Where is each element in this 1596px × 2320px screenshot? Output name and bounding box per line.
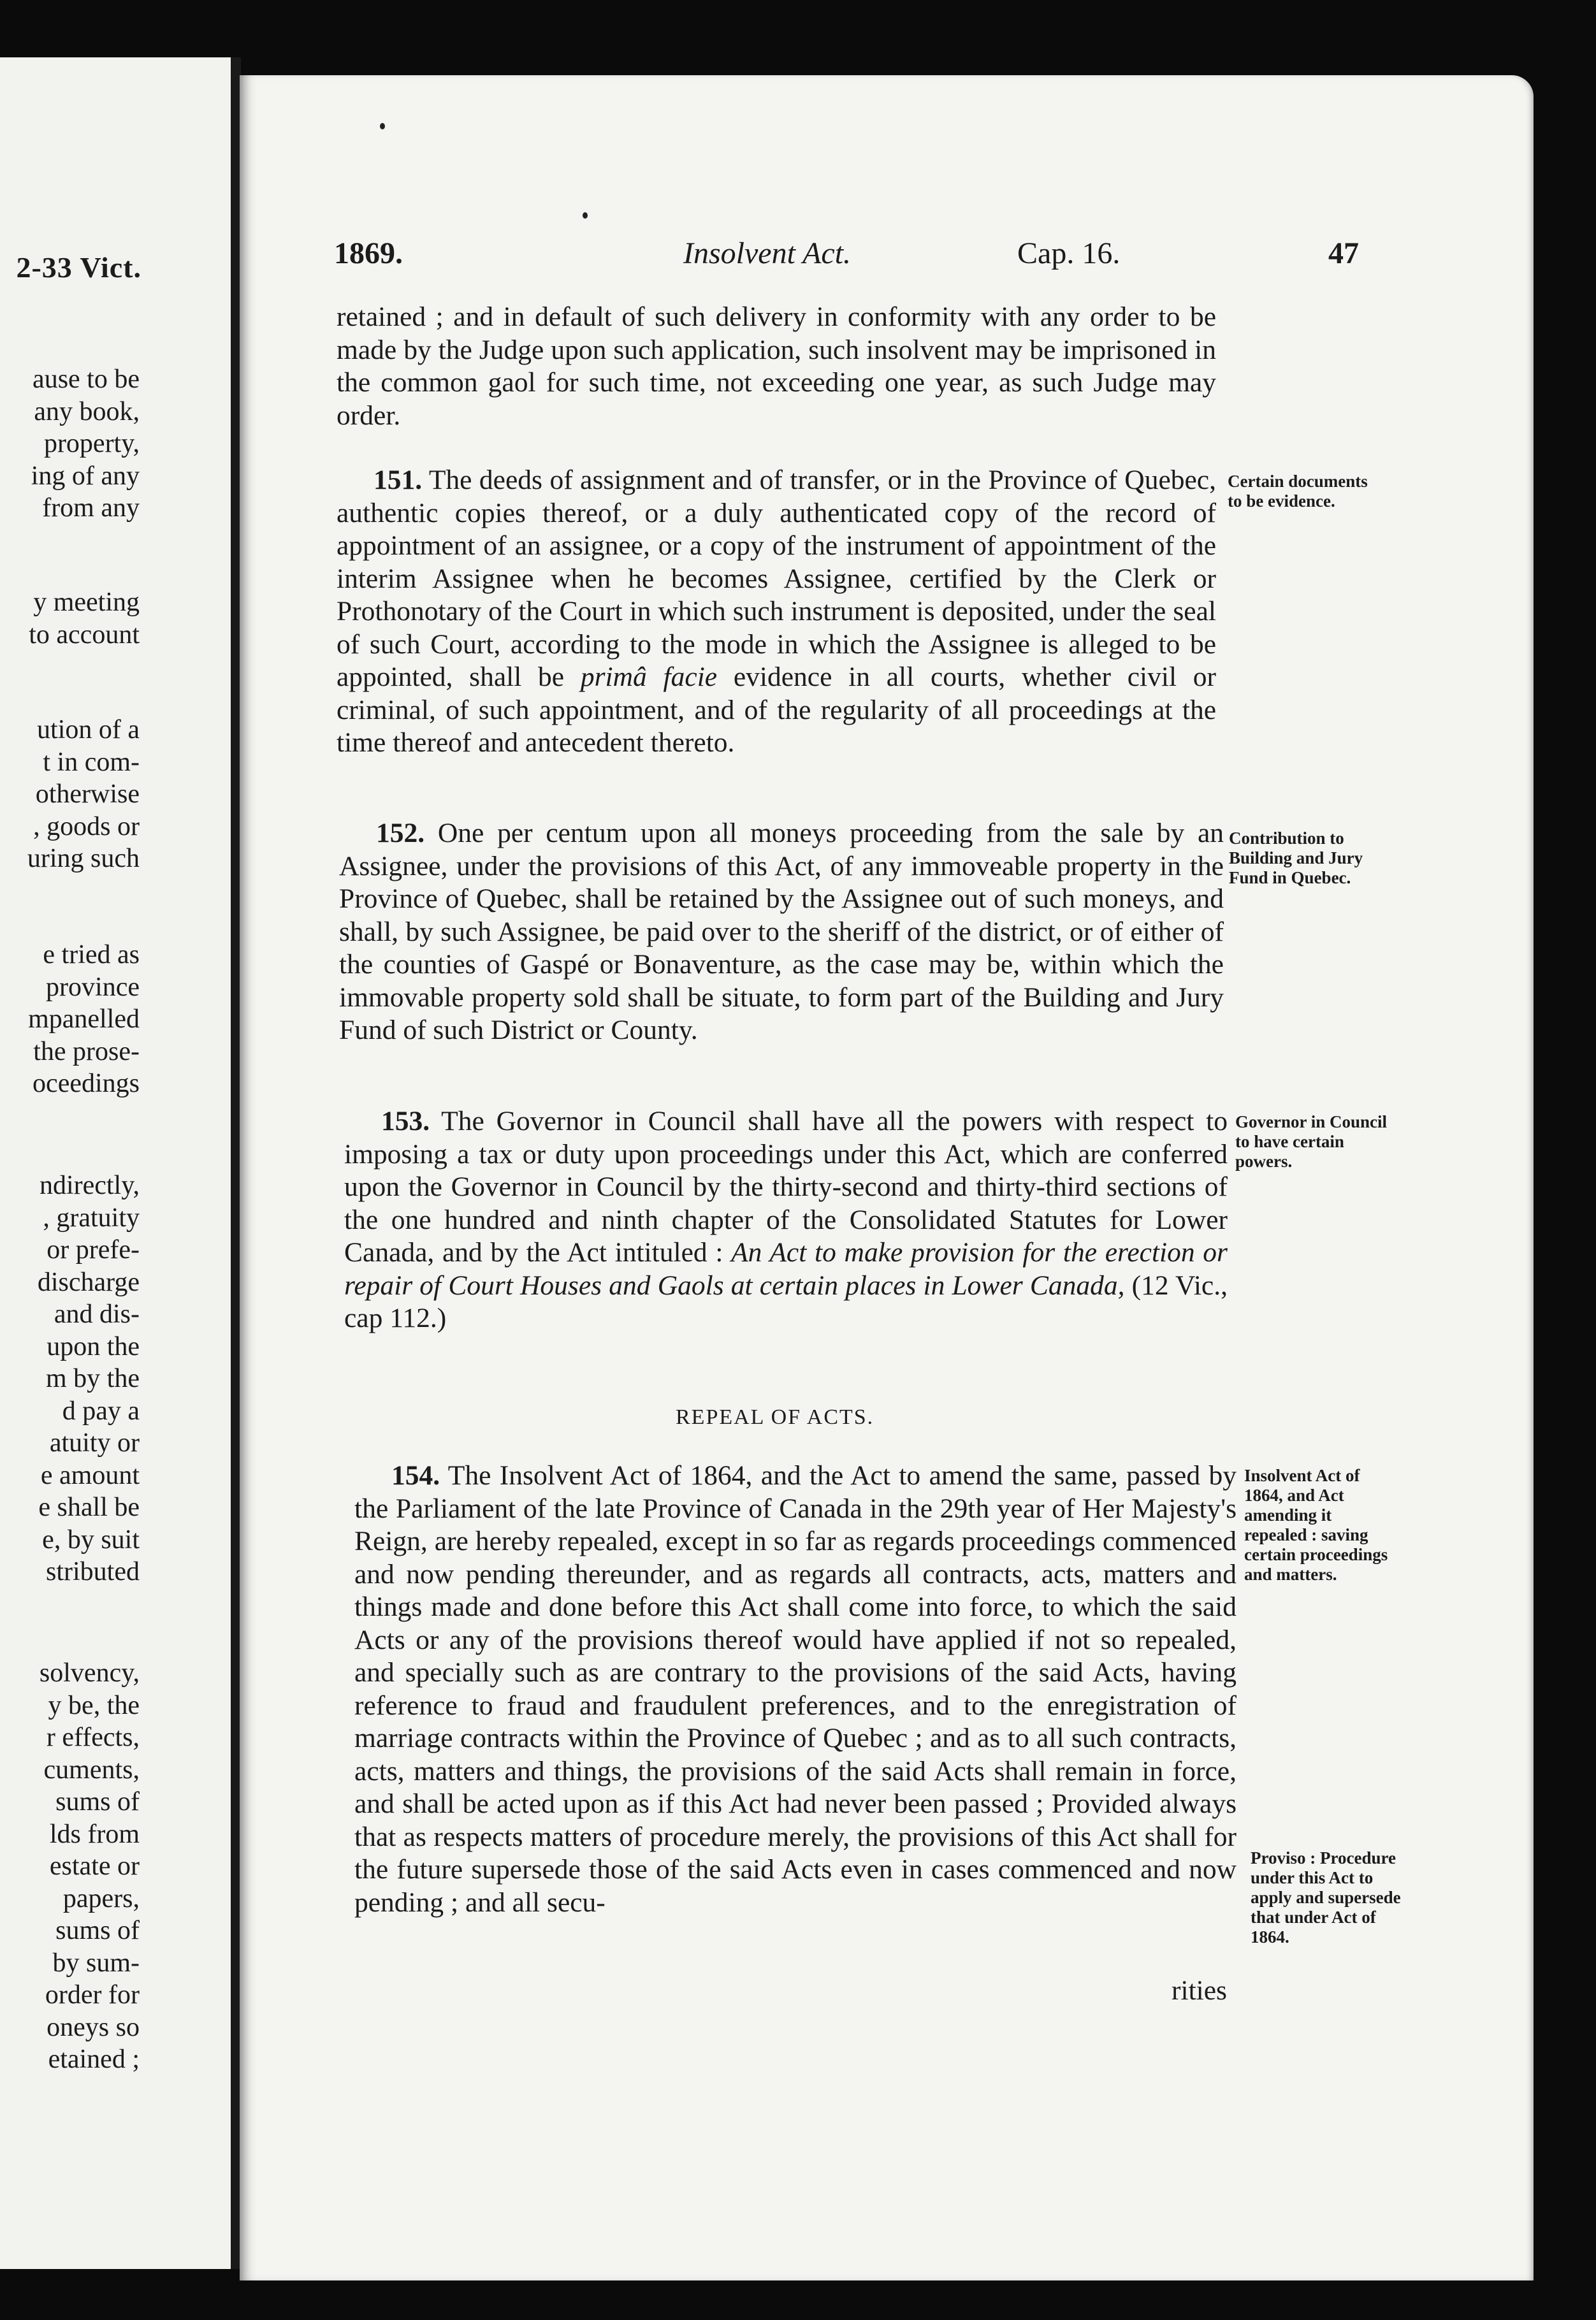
margin-note-proviso: Proviso : Procedure under this Act to apply and supersede that under Act of 1864. [1251,1848,1401,1947]
header-chapter: Cap. 16. [1017,236,1121,270]
header-title: Insolvent Act. [683,236,852,270]
left-fragment-6: solvency, y be, the r effects, cuments, sums of lds from estate or papers, sums of by sum- order for oneys so etained ; [39,1658,140,2074]
ink-speck [583,212,588,219]
subheading-repeal: REPEAL OF ACTS. [676,1405,874,1429]
left-fragment-4: e tried as province mpanelled the prose- oceedings [28,940,140,1098]
margin-note-152: Contribution to Building and Jury Fund in Quebec. [1229,829,1363,887]
section-154: 154. The Insolvent Act of 1864, and the Act to amend the same, passed by the Parliament of the late Province of Canada in the 29th year of Her Majesty's Reign, are hereby repealed, except in so far as regards proceedings commenced and now pending thereunder, and as regards all contracts, acts, matters and things made and done before this Act shall come into force, to which the said Acts or any of the provisions thereof would have applied if not so repealed, and specially such as are contrary to the provisions of the said Acts, having reference to fraud and fraudulent preferences, and to the enregistration of marriage contracts within the Province of Quebec ; and as to all such contracts, acts, matters and things, the provisions of the said Acts shall remain in force, and shall be acted upon as if this Act had never been passed ; Provided always that as respects matters of procedure merely, the provisions of this Act shall for the future supersede those of the said Acts even in cases commenced and now pending ; and all secu- [354,1460,1237,1918]
section-number: 154. [391,1460,440,1491]
section-153: 153. The Governor in Council shall have all the powers with respect to imposing a tax or duty upon proceedings under this Act, which are conferred upon the Governor in Council by the thirty-second and thirty-third sections of the one hundred and ninth chapter of the Consolidated Statutes for Lower Canada, and by the Act intituled : An Act to make provision for the erection or repair of Court Houses and Gaols at certain places in Lower Canada, (12 Vic., cap 112.) [344,1106,1228,1333]
margin-note-153: Governor in Council to have certain powers. [1235,1112,1388,1171]
left-fragment-1: ause to be any book, property, ing of any from any [31,365,140,523]
margin-note-151: Certain documents to be evidence. [1228,472,1368,511]
left-page-header: 2-33 Vict. [16,251,141,284]
left-fragment-2: y meeting to account [29,588,140,649]
section-number: 153. [381,1106,430,1136]
continuation-paragraph: retained ; and in default of such delivery in conformity with any order to be made by the Judge upon such application, such insolvent may be imprisoned in the common gaol for such time, not exceeding one year, as such Judge may order. [337,301,1216,431]
page-number: 47 [1328,236,1359,270]
left-fragment-5: ndirectly, , gratuity or prefe- discharge and dis- upon the m by the d pay a atuity or e amount e shall be e, by suit stributed [37,1171,140,1586]
section-152: 152. One per centum upon all moneys proceeding from the sale by an Assignee, under the provisions of this Act, of any immoveable property in the Province of Quebec, shall be retained by the Assignee out of such moneys, and shall, by such Assignee, be paid over to the sheriff of the district, or of either of the counties of Gaspé or Bonaventure, as the case may be, within which the immovable property sold shall be situate, to form part of the Building and Jury Fund of such District or County. [339,818,1224,1045]
last-word: rities [1172,1975,1227,2006]
section-151: 151. The deeds of assignment and of transfer, or in the Province of Quebec, authentic copies thereof, or a duly authenticated copy of the record of appointment of an assignee, or a copy of the instrument of appointment of the interim Assignee when he becomes Assignee, certified by the Clerk or Prothonotary of the Court in which such instrument is deposited, under the seal of such Court, according to the mode in which the Assignee is alleged to be appointed, shall be primâ facie evidence in all courts, whether civil or criminal, of such appointment, and of the regularity of all proceedings at the time thereof and antecedent thereto. [337,465,1217,758]
left-page-fragment [0,57,231,2269]
section-number: 151. [374,465,423,495]
left-fragment-3: ution of a t in com- otherwise , goods or uring such [27,715,140,873]
header-year: 1869. [334,236,403,270]
margin-note-154: Insolvent Act of 1864, and Act amending it repealed : saving certain proceedings and matters. [1244,1466,1388,1584]
section-number: 152. [376,818,425,848]
running-head [334,236,1596,274]
ink-speck [380,123,385,129]
